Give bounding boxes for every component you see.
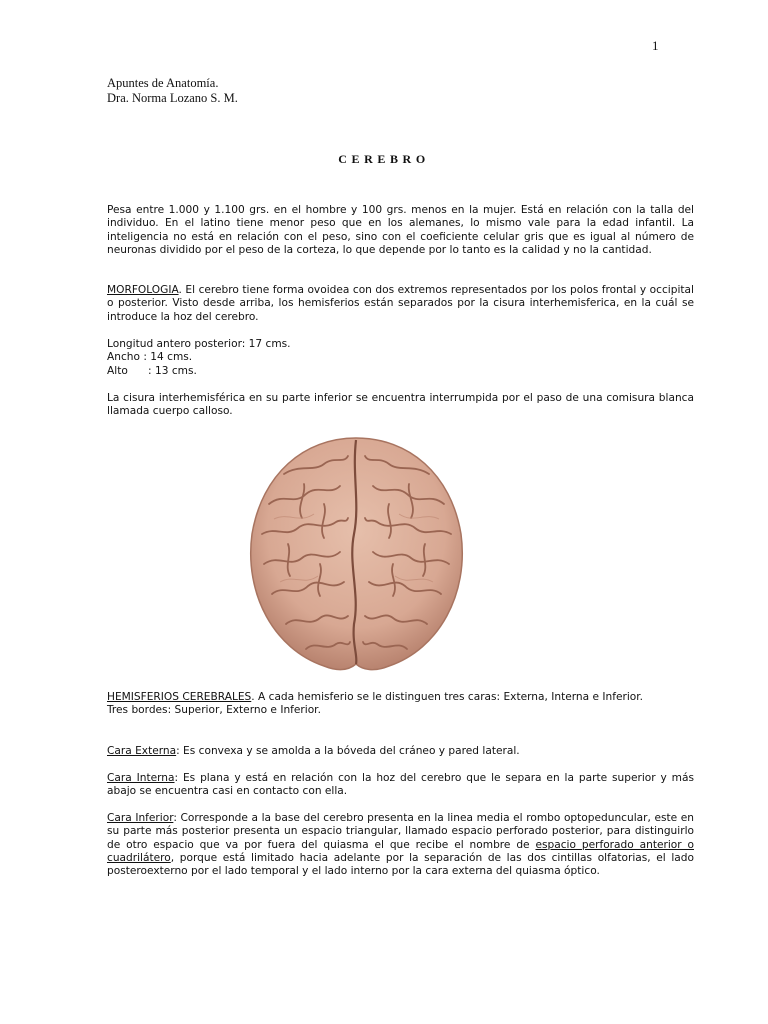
morfologia-text: . El cerebro tiene forma ovoidea con dos extremos representados por los polos frontal y occipital o posterior. Visto desde arriba, los hemisferios están separados por la cisura interhemisferica, en la cuál se introduce la hoz del cerebro. [107, 284, 694, 323]
cara-inferior-paragraph [107, 812, 694, 878]
brain-illustration [244, 434, 469, 674]
hemisferios-paragraph [107, 691, 694, 718]
cara-externa-paragraph [107, 745, 694, 758]
cara-interna-term: Cara Interna [107, 772, 175, 784]
cara-interna-paragraph [107, 772, 694, 799]
dimension-height: Alto : 13 cms. [107, 364, 197, 377]
cara-inferior-text-b: , porque está limitado hacia adelante por la separación de las dos cintillas olfatorias, el lado posteroexterno por el lado temporal y el lado interno por la cara externa del quiasma óptico. [107, 851, 694, 878]
dimensions-list [107, 338, 694, 378]
dimension-width: Ancho : 14 cms. [107, 351, 193, 364]
page-number: 1 [652, 38, 659, 53]
page-title: CEREBRO [338, 152, 430, 166]
cara-externa-term: Cara Externa [107, 745, 177, 757]
cara-inferior-text-a: : Corresponde a la base del cerebro presenta en la linea media el rombo optopeduncular, este en su parte más posterior presenta un espacio triangular, llamado espacio perforado posterior, para distinguirlo de otro espacio que va por fuera del quiasma el que recibe el nombre de [107, 812, 695, 851]
document-header [107, 76, 238, 106]
intro-paragraph: Pesa entre 1.000 y 1.100 grs. en el hombre y 100 grs. menos en la mujer. Está en relación con la talla del individuo. En el latino tiene menor peso que en los alemanes, lo mismo vale para la edad infantil. La inteligencia no está en relación con el peso, sino con el coeficiente celular gris que es igual al número de neuronas dividido por el peso de la corteza, lo que depende por lo tanto es la calidad y no la cantidad. [107, 204, 694, 256]
espacio-perforado-term: espacio perforado anterior o cuadrilátero [107, 838, 694, 864]
hemisferios-term: HEMISFERIOS CEREBRALES [107, 691, 252, 703]
header-author: Dra. Norma Lozano S. M. [107, 91, 238, 105]
cara-externa-text: : Es convexa y se amolda a la bóveda del cráneo y pared lateral. [176, 745, 520, 757]
dimension-length: Longitud antero posterior: 17 cms. [107, 338, 291, 350]
morfologia-term: MORFOLOGIA [107, 284, 179, 296]
header-course: Apuntes de Anatomía. [107, 76, 219, 90]
cara-interna-text: : Es plana y está en relación con la hoz del cerebro que le separa en la parte superior y más abajo se encuentra casi en contacto con ella. [107, 772, 694, 798]
hemisferios-bordes: Tres bordes: Superior, Externo e Inferior. [107, 704, 321, 717]
cisura-paragraph: La cisura interhemisférica en su parte inferior se encuentra interrumpida por el paso de una comisura blanca llamada cuerpo calloso. [107, 392, 694, 418]
hemisferios-text: . A cada hemisferio se le distinguen tres caras: Externa, Interna e Inferior. [251, 691, 643, 703]
morfologia-paragraph [107, 284, 694, 324]
cara-inferior-term: Cara Inferior [107, 812, 174, 824]
